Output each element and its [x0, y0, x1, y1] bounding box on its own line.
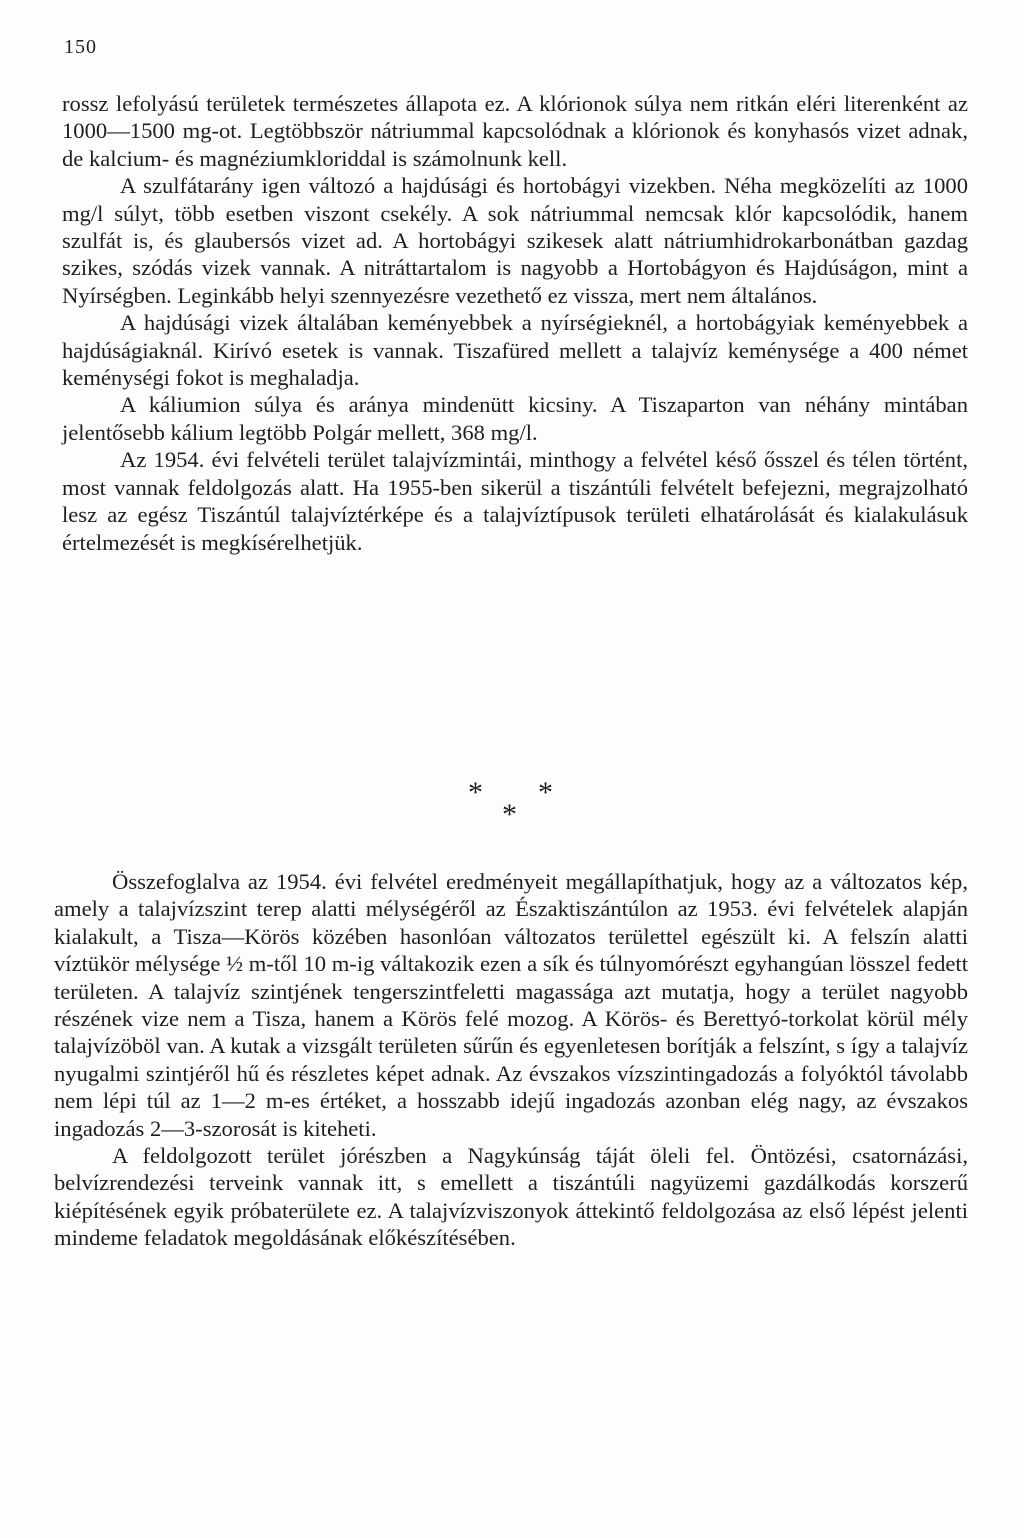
section-separator [462, 776, 562, 831]
paragraph: A feldolgozott terület jórészben a Nagykúnság táját öleli fel. Öntözési, csatornázási, belvízrendezési terveink vannak itt, s emellett a tiszántúli nagyüzemi gazdálkodás korszerű kiépítésének egyik próbaterülete ez. A talajvízviszonyok áttekintő feldolgozása az első lépést jelenti mindeme feladatok megoldásának előkészítésében. [54, 1143, 968, 1251]
asterisk-left: * [468, 776, 483, 809]
paragraph: A káliumion súlya és aránya mindenütt kicsiny. A Tiszaparton van néhány mintában jelentősebb kálium legtöbb Polgár mellett, 368 mg/l. [62, 392, 968, 445]
paragraph: A hajdúsági vizek általában keményebbek a nyírségieknél, a hortobágyiak keményebbek a hajdúságiaknál. Kirívó esetek is vannak. Tiszafüred mellett a talajvíz keménysége a 400 német keménységi fokot is meghaladja. [62, 310, 968, 391]
asterisk-right: * [538, 776, 553, 809]
paragraph: rossz lefolyású területek természetes állapota ez. A klórionok súlya nem ritkán eléri literenként az 1000—1500 mg-ot. Legtöbbször nátriummal kapcsolódnak a klórionok és konyhasós vizet adnak, de kalcium- és magnéziumkloriddal is számolnunk kell. [62, 91, 968, 171]
paragraph: A szulfátarány igen változó a hajdúsági és hortobágyi vizekben. Néha megközelíti az 1000 mg/l súlyt, több esetben viszont csekély. A sok nátriummal nemcsak klór kapcsolódik, hanem szulfát is, és glaubersós vizet ad. A hortobágyi szikesek alatt nátriumhidrokarbonátban gazdag szikes, szódás vizek vannak. A nitráttartalom is nagyobb a Hortobágyon és Hajdúságon, mint a Nyírségben. Leginkább helyi szennyezésre vezethető ez vissza, mert nem általános. [62, 173, 968, 308]
paragraph: Összefoglalva az 1954. évi felvétel eredményeit megállapíthatjuk, hogy az a változatos kép, amely a talajvízszint terep alatti mélységéről az Északtiszántúlon az 1953. évi felvételek alapján kialakult, a Tisza—Körös közében hasonlóan változatos területtel egészült ki. A felszín alatti víztükör mélysége ½ m-től 10 m-ig váltakozik ezen a sík és túlnyomórészt egyhangúan lösszel fedett területen. A talajvíz szintjének tengerszintfeletti magassága azt mutatja, hogy a terület nagyobb részének vize nem a Tisza, hanem a Körös felé mozog. A Körös- és Berettyó-torkolat körül mély talajvízöböl van. A kutak a vizsgált területen sűrűn és egyenletesen borítják a felszínt, s így a talajvíz nyugalmi szintjéről hű és részletes képet adnak. Az évszakos vízszintingadozás a folyóktól távolabb nem lépi túl az 1—2 m-es értéket, a hosszabb idejű ingadozás azonban elég nagy, az évszakos ingadozás 2—3-szorosát is kiteheti. [54, 869, 968, 1141]
page-number: 150 [64, 36, 97, 58]
text-section-top [62, 90, 968, 556]
paragraph: Az 1954. évi felvételi terület talajvízmintái, minthogy a felvétel késő ősszel és télen történt, most vannak feldolgozás alatt. Ha 1955-ben sikerül a tiszántúli felvételt befejezni, megrajzolható lesz az egész Tiszántúl talajvíztérképe és a talajvíztípusok területi elhatárolását és kialakulásuk értelmezését is megkísérelhetjük. [62, 447, 968, 555]
asterisk-middle: * [502, 798, 517, 831]
text-section-summary [54, 868, 968, 1252]
